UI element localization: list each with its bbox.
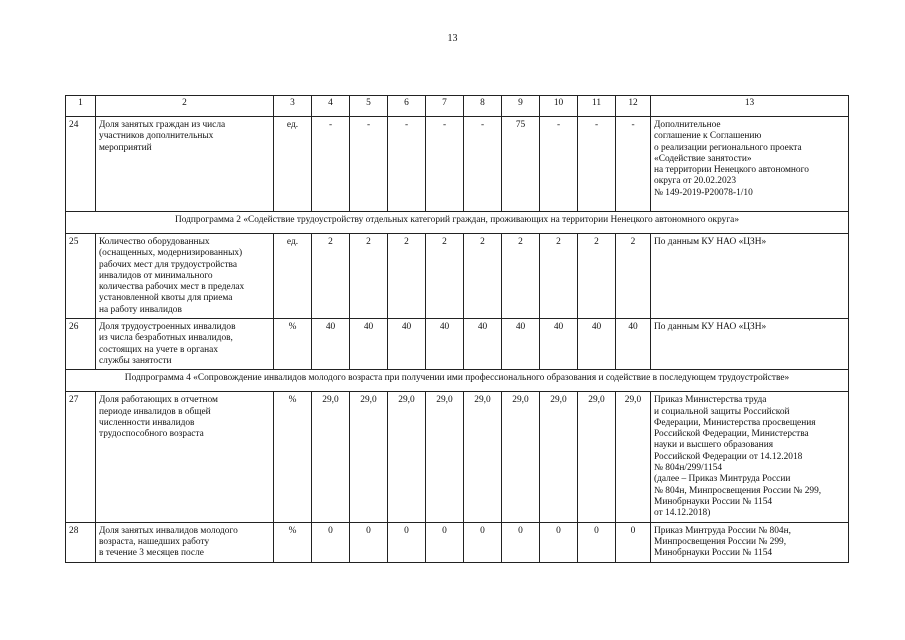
value-cell: -	[312, 117, 350, 212]
table-row	[66, 392, 849, 522]
header-cell: 6	[388, 96, 426, 117]
indicators-table	[65, 95, 849, 563]
indicator-name: Количество оборудованных (оснащенных, модернизированных) рабочих мест для трудоустройства инвалидов от минимального количества рабочих мест в пределах установленной квоты для приема на работу инвалидов	[96, 234, 274, 319]
unit-cell: ед.	[274, 234, 312, 319]
unit-cell: %	[274, 319, 312, 370]
value-cell: 0	[540, 522, 578, 562]
value-cell: 40	[578, 319, 616, 370]
value-cell: 29,0	[350, 392, 388, 522]
header-cell: 8	[464, 96, 502, 117]
header-cell: 9	[502, 96, 540, 117]
table-row	[66, 234, 849, 319]
value-cell: 0	[502, 522, 540, 562]
value-cell: 2	[350, 234, 388, 319]
value-cell: 2	[540, 234, 578, 319]
indicator-name: Доля занятых инвалидов молодого возраста, нашедших работу в течение 3 месяцев после	[96, 522, 274, 562]
value-cell: 29,0	[426, 392, 464, 522]
value-cell: -	[616, 117, 651, 212]
value-cell: 40	[502, 319, 540, 370]
value-cell: 0	[388, 522, 426, 562]
value-cell: 2	[616, 234, 651, 319]
unit-cell: ед.	[274, 117, 312, 212]
source-cell: Дополнительное соглашение к Соглашению о реализации регионального проекта «Содействие занятости» на территории Ненецкого автономного округа от 20.02.2023 № 149-2019-Р20078-1/10	[651, 117, 849, 212]
value-cell: 40	[616, 319, 651, 370]
value-cell: 0	[426, 522, 464, 562]
page-number: 13	[447, 33, 458, 44]
value-cell: 29,0	[464, 392, 502, 522]
indicator-name: Доля занятых граждан из числа участников дополнительных мероприятий	[96, 117, 274, 212]
value-cell: 40	[426, 319, 464, 370]
table-row	[66, 117, 849, 212]
row-number: 24	[66, 117, 96, 212]
value-cell: 29,0	[616, 392, 651, 522]
header-cell: 13	[651, 96, 849, 117]
header-cell: 3	[274, 96, 312, 117]
subprogram-row	[66, 370, 849, 392]
value-cell: 29,0	[540, 392, 578, 522]
source-cell: Приказ Министерства труда и социальной защиты Российской Федерации, Министерства просвещения Российской Федерации, Министерства науки и высшего образования Российской Федерации от 14.12.2018 № 804н/299/1154 (далее – Приказ Минтруда России № 804н, Минпросвещения России № 299, Минобрнауки России № 1154 от 14.12.2018)	[651, 392, 849, 522]
value-cell: 2	[578, 234, 616, 319]
value-cell: -	[388, 117, 426, 212]
value-cell: 0	[312, 522, 350, 562]
table-row	[66, 522, 849, 562]
header-cell: 10	[540, 96, 578, 117]
value-cell: 29,0	[312, 392, 350, 522]
value-cell: -	[426, 117, 464, 212]
value-cell: -	[540, 117, 578, 212]
header-cell: 4	[312, 96, 350, 117]
value-cell: 29,0	[502, 392, 540, 522]
value-cell: 0	[578, 522, 616, 562]
value-cell: 0	[350, 522, 388, 562]
value-cell: 75	[502, 117, 540, 212]
value-cell: 40	[464, 319, 502, 370]
value-cell: 29,0	[578, 392, 616, 522]
value-cell: 2	[464, 234, 502, 319]
unit-cell: %	[274, 522, 312, 562]
table-header-row	[66, 96, 849, 117]
value-cell: 40	[388, 319, 426, 370]
value-cell: 0	[464, 522, 502, 562]
row-number: 28	[66, 522, 96, 562]
value-cell: 2	[388, 234, 426, 319]
header-cell: 7	[426, 96, 464, 117]
header-cell: 2	[96, 96, 274, 117]
subprogram-title: Подпрограмма 2 «Содействие трудоустройству отдельных категорий граждан, проживающих на территории Ненецкого автономного округа»	[66, 212, 849, 234]
value-cell: -	[464, 117, 502, 212]
value-cell: 40	[540, 319, 578, 370]
header-cell: 11	[578, 96, 616, 117]
row-number: 27	[66, 392, 96, 522]
unit-cell: %	[274, 392, 312, 522]
source-cell: Приказ Минтруда России № 804н, Минпросвещения России № 299, Минобрнауки России № 1154	[651, 522, 849, 562]
source-cell: По данным КУ НАО «ЦЗН»	[651, 319, 849, 370]
indicator-name: Доля работающих в отчетном периоде инвалидов в общей численности инвалидов трудоспособного возраста	[96, 392, 274, 522]
header-cell: 5	[350, 96, 388, 117]
indicator-name: Доля трудоустроенных инвалидов из числа безработных инвалидов, состоящих на учете в органах службы занятости	[96, 319, 274, 370]
value-cell: 2	[502, 234, 540, 319]
table-body	[66, 96, 849, 563]
value-cell: 2	[426, 234, 464, 319]
value-cell: -	[578, 117, 616, 212]
table-row	[66, 319, 849, 370]
header-cell: 12	[616, 96, 651, 117]
value-cell: 29,0	[388, 392, 426, 522]
header-cell: 1	[66, 96, 96, 117]
value-cell: 40	[350, 319, 388, 370]
value-cell: 0	[616, 522, 651, 562]
value-cell: 40	[312, 319, 350, 370]
row-number: 26	[66, 319, 96, 370]
subprogram-title: Подпрограмма 4 «Сопровождение инвалидов молодого возраста при получении ими профессионального образования и содействие в последующем трудоустройстве»	[66, 370, 849, 392]
subprogram-row	[66, 212, 849, 234]
row-number: 25	[66, 234, 96, 319]
value-cell: -	[350, 117, 388, 212]
source-cell: По данным КУ НАО «ЦЗН»	[651, 234, 849, 319]
value-cell: 2	[312, 234, 350, 319]
